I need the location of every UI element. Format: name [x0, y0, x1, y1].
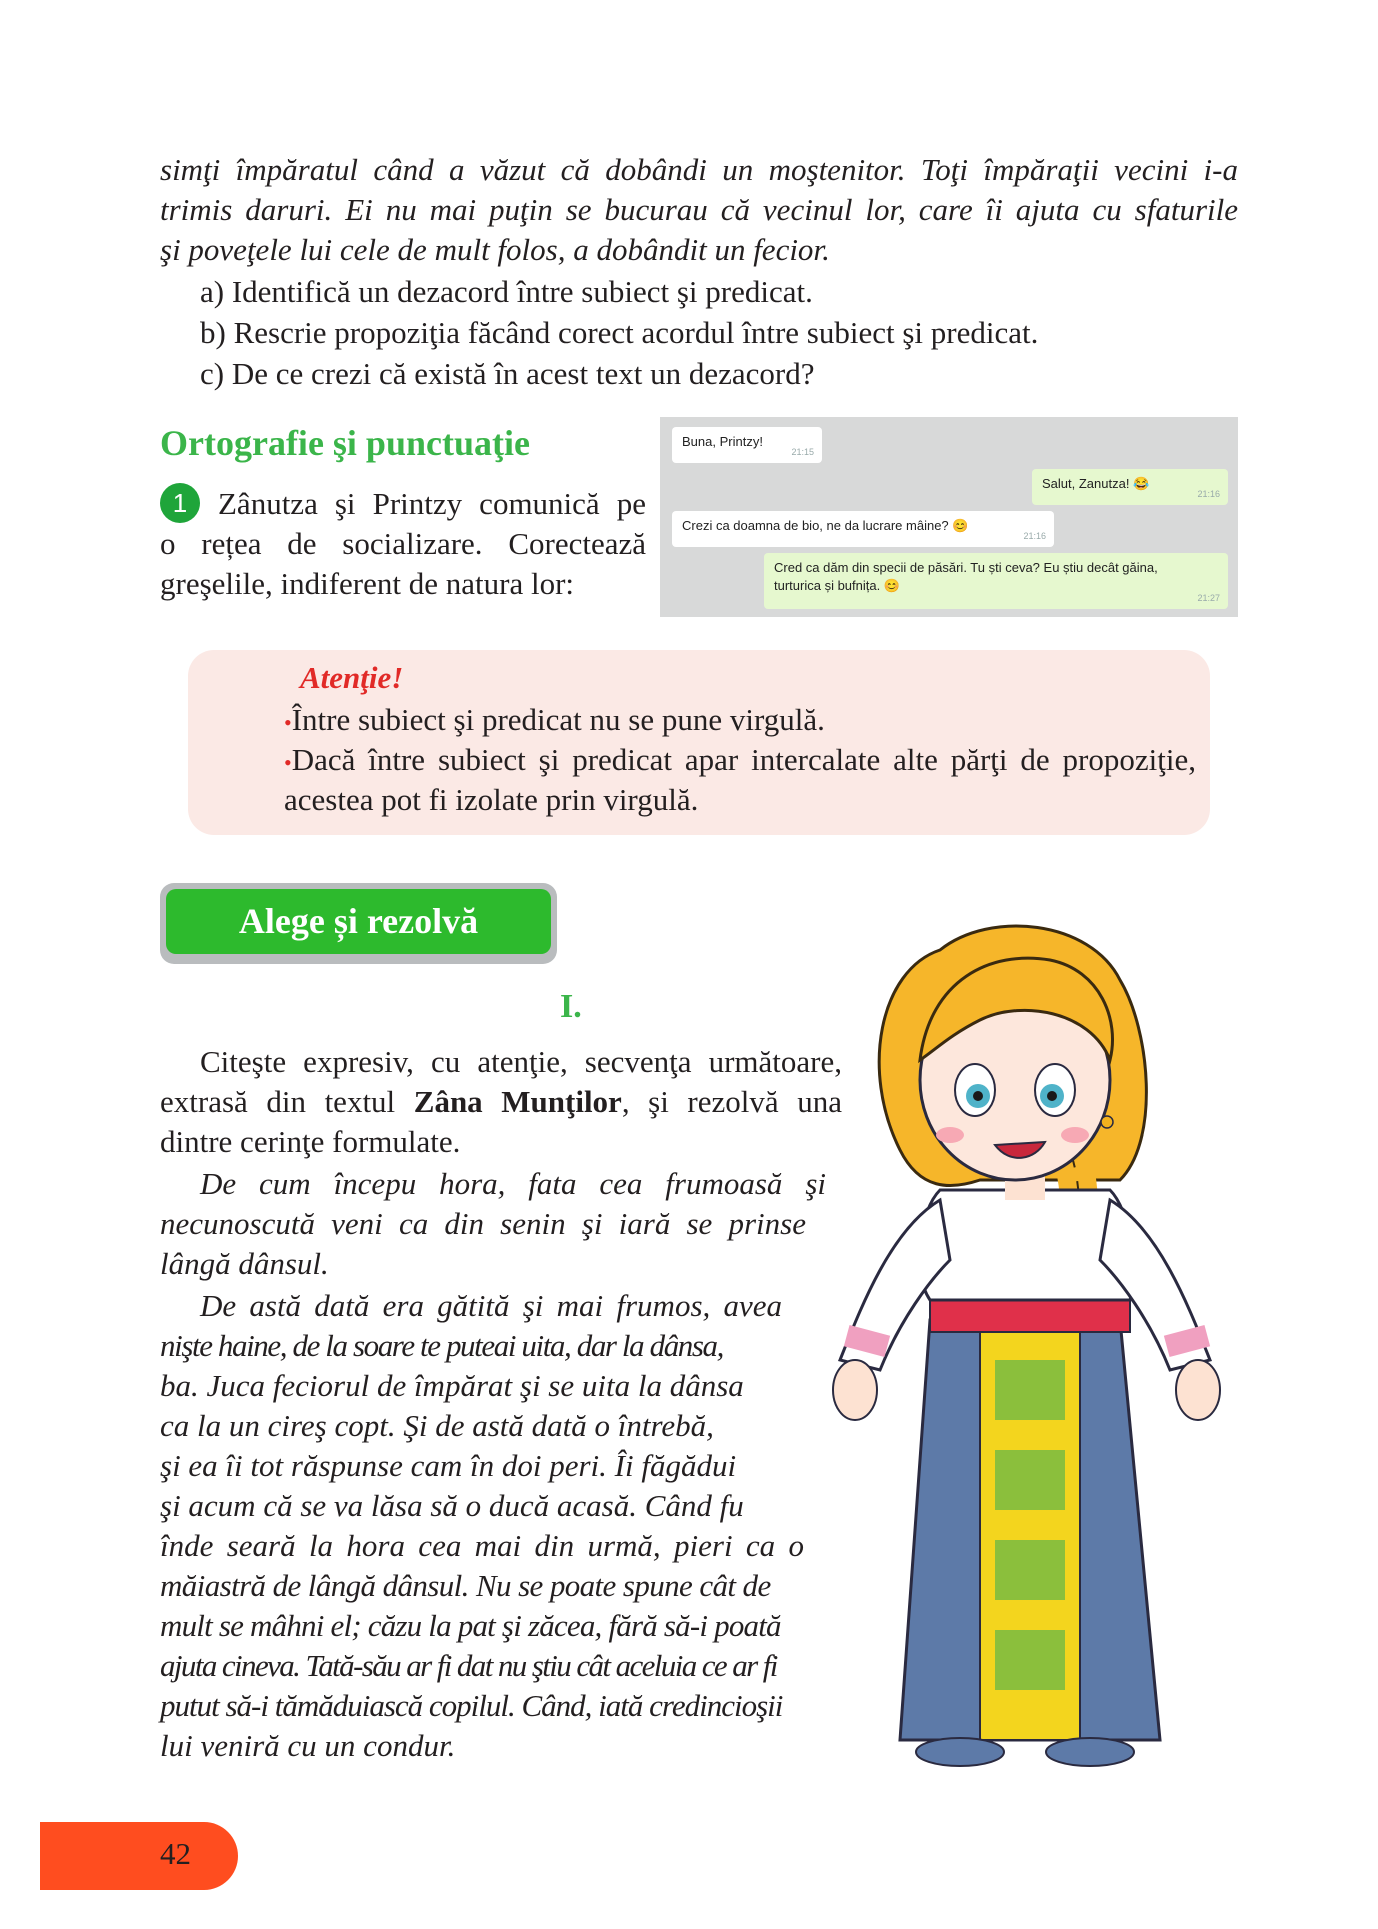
exercise-number-badge: 1	[160, 483, 200, 523]
exercise-line-2: o rețea de socializare. Corectează	[160, 526, 646, 561]
exercise-line-3: greşelile, indiferent de natura lor:	[160, 566, 575, 601]
story-line: înde seară la hora cea mai din urmă, pieri ca o	[160, 1528, 804, 1563]
chat-message-time: 21:15	[791, 447, 814, 457]
alege-rezolva-button[interactable]	[160, 883, 557, 964]
intro-line-3: şi poveţele lui cele de mult folos, a dobândit un fecior.	[160, 232, 830, 267]
alege-rezolva-label: Alege și rezolvă	[166, 889, 551, 954]
bullet-dot-icon: •	[284, 710, 292, 735]
bullet-dot-icon: •	[284, 750, 292, 775]
story-line: mult se mâhni el; căzu la pat şi zăcea, fără să-i poată	[160, 1608, 781, 1643]
story-line: De cum începu hora, fata cea frumoasă şi	[200, 1166, 826, 1201]
chat-message-4	[764, 553, 1228, 609]
chat-message-time: 21:16	[1023, 531, 1046, 541]
chat-message-time: 21:27	[1197, 593, 1220, 603]
chat-message-text: Buna, Printzy!	[682, 434, 763, 449]
chat-message-2	[1032, 469, 1228, 505]
chat-message-3	[672, 511, 1054, 547]
story-line: putut să-i tămăduiască copilul. Când, iată credincioşii	[160, 1688, 783, 1723]
instruction-text: , şi rezolvă una	[621, 1084, 842, 1119]
instruction-line-3: dintre cerinţe formulate.	[160, 1124, 461, 1159]
story-line: ajuta cineva. Tată-său ar fi dat nu ştiu cât aceluia ce ar fi	[160, 1648, 777, 1683]
attention-bullet-2-text: Dacă între subiect şi predicat apar intercalate alte părţi de propoziţie,	[291, 742, 1196, 777]
intro-line-2: trimis daruri. Ei nu mai puţin se bucurau că vecinul lor, care îi ajuta cu sfaturile	[160, 192, 1238, 227]
section-title: Ortografie şi punctuaţie	[160, 423, 530, 463]
attention-bullet-2-cont: acestea pot fi izolate prin virgulă.	[284, 782, 699, 817]
chat-message-text-line-1: Cred ca dăm din specii de păsări. Tu ști ceva? Eu știu decât găina,	[774, 560, 1158, 575]
story-line: ca la un cireş copt. Şi de astă dată o întrebă,	[160, 1408, 714, 1443]
story-line: ba. Juca feciorul de împărat şi se uita la dânsa	[160, 1368, 744, 1403]
story-line: nişte haine, de la soare te puteai uita, dar la dânsa,	[160, 1328, 724, 1363]
chat-message-time: 21:16	[1197, 489, 1220, 499]
chat-message-text-line-2: turturica și bufnița. 😊	[774, 578, 901, 593]
page-number-tab	[40, 1822, 238, 1890]
page-number: 42	[160, 1836, 191, 1871]
story-line: De astă dată era gătită şi mai frumos, avea	[200, 1288, 782, 1323]
instruction-text: extrasă din textul	[160, 1084, 396, 1119]
chat-screenshot	[660, 417, 1238, 617]
instruction-line-2	[160, 1082, 842, 1122]
story-title: Zâna Munţilor	[413, 1084, 622, 1119]
attention-bullet-2	[284, 740, 1196, 783]
exercise-line-1: Zânutza şi Printzy comunică pe	[218, 486, 646, 521]
task-b: b) Rescrie propoziţia făcând corect acordul între subiect şi predicat.	[200, 315, 1039, 350]
girl-illustration	[820, 890, 1260, 1790]
story-line: măiastră de lângă dânsul. Nu se poate spune cât de	[160, 1568, 771, 1603]
task-a: a) Identifică un dezacord între subiect şi predicat.	[200, 274, 813, 309]
task-c: c) De ce crezi că există în acest text un dezacord?	[200, 356, 815, 391]
story-line: lui veniră cu un condur.	[160, 1728, 456, 1763]
story-line: şi acum că se va lăsa să o ducă acasă. Când fu	[160, 1488, 744, 1523]
attention-title: Atenţie!	[300, 660, 404, 695]
chat-message-text: Crezi ca doamna de bio, ne da lucrare mâine? 😊	[682, 518, 969, 533]
attention-bullet-1-text: Între subiect şi predicat nu se pune virgulă.	[291, 702, 825, 737]
story-line: necunoscută veni ca din senin şi iară se prinse	[160, 1206, 806, 1241]
attention-bullet-1	[284, 700, 825, 743]
part-numeral: I.	[560, 988, 582, 1025]
intro-line-1: simţi împăratul când a văzut că dobândi un moştenitor. Toţi împăraţii vecini i-a	[160, 152, 1238, 187]
chat-message-1	[672, 427, 822, 463]
chat-message-text: Salut, Zanutza! 😂	[1042, 476, 1150, 491]
story-line: şi ea îi tot răspunse cam în doi peri. Îi făgădui	[160, 1448, 737, 1483]
instruction-line-1: Citeşte expresiv, cu atenţie, secvenţa următoare,	[200, 1044, 842, 1079]
story-line: lângă dânsul.	[160, 1246, 329, 1281]
